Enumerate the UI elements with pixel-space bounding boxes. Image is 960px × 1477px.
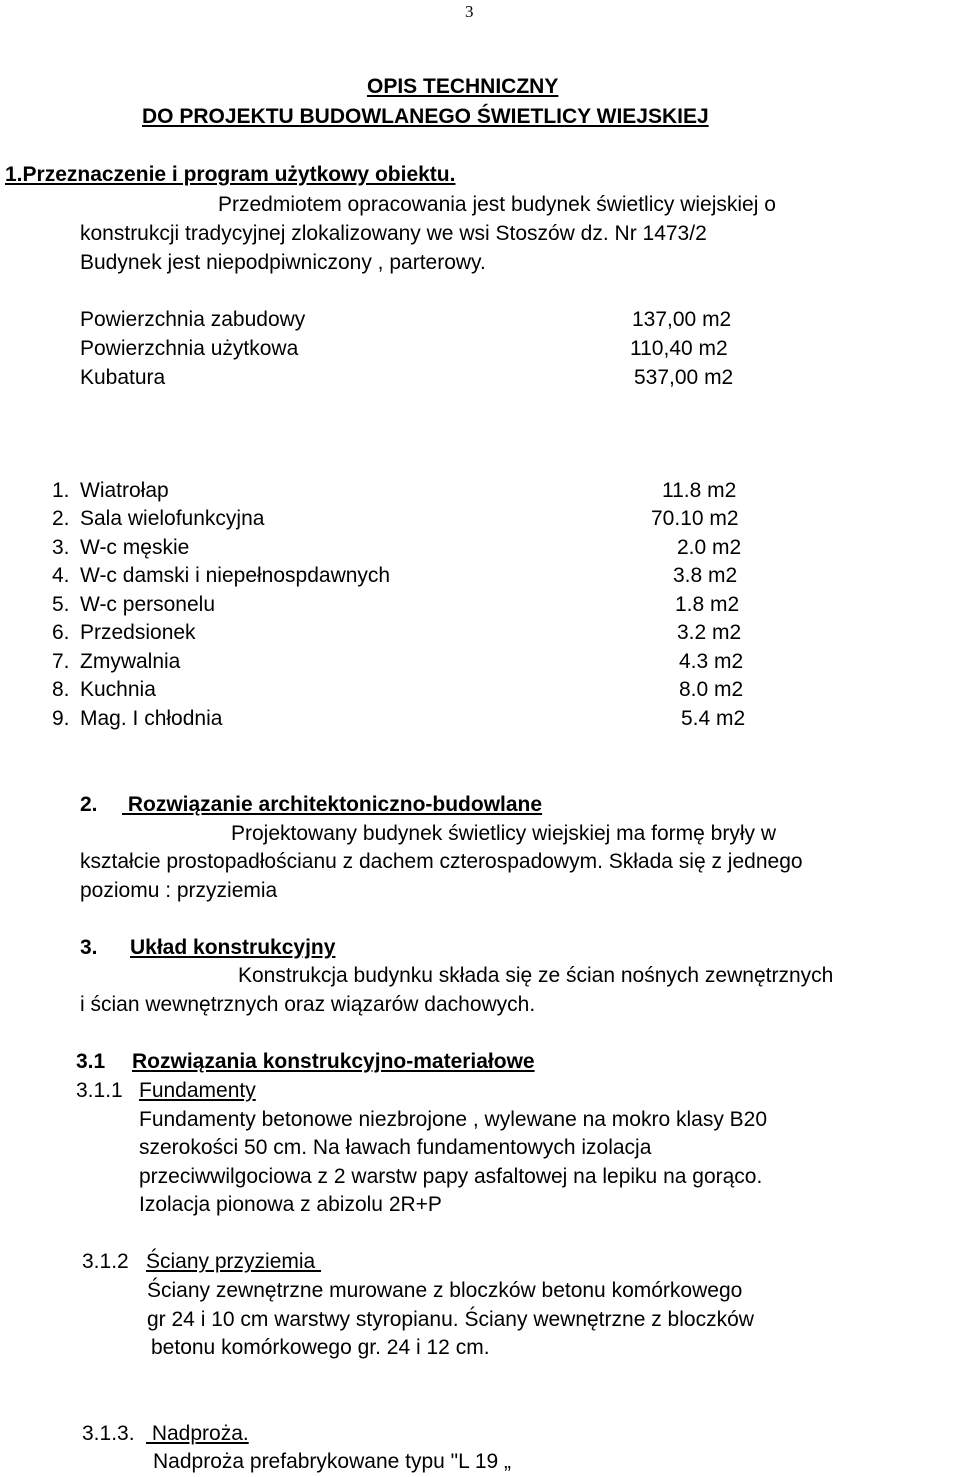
title-line-2: DO PROJEKTU BUDOWLANEGO ŚWIETLICY WIEJSKIEJ <box>142 105 709 128</box>
section-3-1-1-heading: Fundamenty <box>139 1079 256 1102</box>
room-area: 4.3 m2 <box>679 650 744 673</box>
section-3-1-1-line-2: szerokości 50 cm. Na ławach fundamentowych izolacja <box>139 1136 652 1159</box>
room-area: 11.8 m2 <box>662 479 737 502</box>
section-3-1-3-number: 3.1.3. <box>82 1422 135 1445</box>
section-3-1-2-line-2: gr 24 i 10 cm warstwy styropianu. Ściany wewnętrzne z bloczków <box>147 1308 754 1331</box>
room-number: 4. <box>52 564 70 587</box>
room-number: 2. <box>52 507 70 530</box>
section-3-1-1-line-4: Izolacja pionowa z abizolu 2R+P <box>139 1193 442 1216</box>
section-3-line-1: Konstrukcja budynku składa się ze ścian nośnych zewnętrznych <box>238 964 834 987</box>
section-3-heading: Układ konstrukcyjny <box>130 936 336 959</box>
section-1-line-1: Przedmiotem opracowania jest budynek świetlicy wiejskiej o <box>218 193 776 216</box>
parameter-label: Powierzchnia zabudowy <box>80 308 306 331</box>
section-1-line-3: Budynek jest niepodpiwniczony , parterowy. <box>80 251 486 274</box>
section-3-1-3-line-1: Nadproża prefabrykowane typu "L 19 „ <box>153 1450 512 1473</box>
room-number: 3. <box>52 536 70 559</box>
section-3-1-2-line-1: Ściany zewnętrzne murowane z bloczków betonu komórkowego <box>147 1279 743 1302</box>
section-1-line-2: konstrukcji tradycyjnej zlokalizowany we wsi Stoszów dz. Nr 1473/2 <box>80 222 707 245</box>
room-area: 70.10 m2 <box>651 507 739 530</box>
section-2-line-3: poziomu : przyziemia <box>80 879 278 902</box>
parameter-value: 137,00 m2 <box>632 308 732 331</box>
title-line-1: OPIS TECHNICZNY <box>367 75 559 98</box>
room-number: 8. <box>52 678 70 701</box>
section-1-heading: 1.Przeznaczenie i program użytkowy obiektu. <box>5 163 456 186</box>
room-number: 7. <box>52 650 70 673</box>
section-3-1-1-line-1: Fundamenty betonowe niezbrojone , wylewane na mokro klasy B20 <box>139 1108 768 1131</box>
room-area: 3.8 m2 <box>673 564 738 587</box>
section-2-number: 2. <box>80 793 98 816</box>
section-3-1-1-number: 3.1.1 <box>76 1079 123 1102</box>
room-name: Sala wielofunkcyjna <box>80 507 265 530</box>
room-number: 9. <box>52 707 70 730</box>
room-area: 5.4 m2 <box>681 707 746 730</box>
room-area: 2.0 m2 <box>677 536 742 559</box>
section-3-number: 3. <box>80 936 98 959</box>
room-area: 1.8 m2 <box>675 593 740 616</box>
section-2-line-2: kształcie prostopadłościanu z dachem czterospadowym. Składa się z jednego <box>80 850 803 873</box>
page-number: 3 <box>465 2 474 21</box>
room-name: Przedsionek <box>80 621 196 644</box>
room-name: W-c damski i niepełnospdawnych <box>80 564 391 587</box>
room-number: 1. <box>52 479 70 502</box>
room-number: 5. <box>52 593 70 616</box>
section-3-1-3-heading: Nadproża. <box>146 1422 249 1445</box>
parameter-value: 537,00 m2 <box>634 366 734 389</box>
room-name: Wiatrołap <box>80 479 169 502</box>
room-name: Zmywalnia <box>80 650 181 673</box>
room-name: W-c męskie <box>80 536 190 559</box>
room-name: Mag. I chłodnia <box>80 707 223 730</box>
room-name: Kuchnia <box>80 678 156 701</box>
room-area: 8.0 m2 <box>679 678 744 701</box>
section-3-1-heading: Rozwiązania konstrukcyjno-materiałowe <box>132 1050 535 1073</box>
room-name: W-c personelu <box>80 593 216 616</box>
section-3-1-1-line-3: przeciwwilgociowa z 2 warstw papy asfaltowej na lepiku na gorąco. <box>139 1165 763 1188</box>
parameter-label: Kubatura <box>80 366 166 389</box>
room-area: 3.2 m2 <box>677 621 742 644</box>
parameter-label: Powierzchnia użytkowa <box>80 337 299 360</box>
parameter-value: 110,40 m2 <box>630 337 728 360</box>
room-number: 6. <box>52 621 70 644</box>
section-2-line-1: Projektowany budynek świetlicy wiejskiej ma formę bryły w <box>231 822 777 845</box>
section-3-1-2-number: 3.1.2 <box>82 1250 129 1273</box>
section-3-1-number: 3.1 <box>76 1050 106 1073</box>
section-2-heading: Rozwiązanie architektoniczno-budowlane <box>122 793 543 816</box>
section-3-1-2-heading: Ściany przyziemia <box>146 1250 322 1273</box>
section-3-1-2-line-3: betonu komórkowego gr. 24 i 12 cm. <box>151 1336 490 1359</box>
section-3-line-2: i ścian wewnętrznych oraz wiązarów dachowych. <box>80 993 536 1016</box>
